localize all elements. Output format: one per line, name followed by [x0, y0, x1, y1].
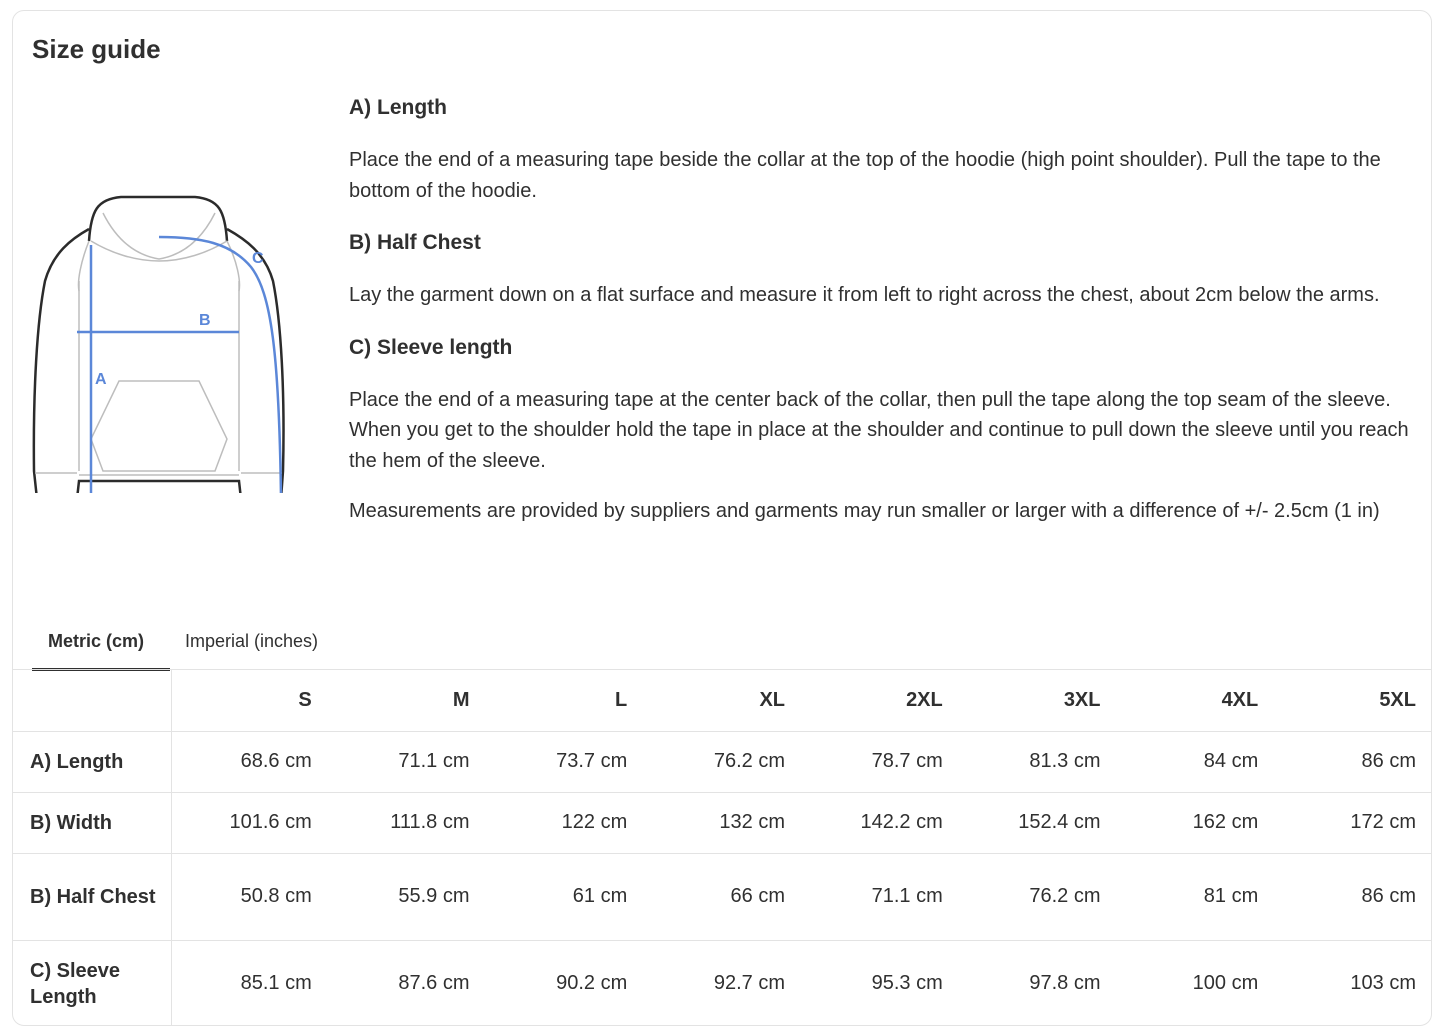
size-header-4xl: 4XL	[1118, 670, 1276, 731]
table-cell: 85.1 cm	[240, 972, 312, 995]
table-cell: 86 cm	[1275, 731, 1432, 792]
table-cell: 122 cm	[487, 792, 645, 853]
page-title: Size guide	[32, 34, 161, 64]
size-header-l: L	[487, 670, 645, 731]
table-row	[13, 940, 1432, 1026]
table-cell: 66 cm	[644, 853, 802, 940]
table-cell: 68.6 cm	[171, 731, 329, 792]
section-text-sleeve: Place the end of a measuring tape at the center back of the collar, then pull the tape along the top seam of the sleeve. When you get to the shoulder hold the tape in place at the shoulder and continue to pull down the sleeve until you reach the hem of the sleeve.	[349, 388, 1409, 472]
table-row	[13, 853, 1432, 940]
size-header-2xl: 2XL	[802, 670, 960, 731]
tab-imperial[interactable]: Imperial (inches)	[185, 631, 319, 651]
table-cell: 172 cm	[1275, 792, 1432, 853]
hoodie-hood	[89, 197, 227, 241]
table-cell: 71.1 cm	[329, 731, 487, 792]
size-header-s: S	[171, 670, 329, 731]
hoodie-outline	[34, 229, 284, 493]
row-label: C) Sleeve Length	[13, 940, 171, 1026]
table-cell: 61 cm	[487, 853, 645, 940]
table-row	[13, 731, 1432, 792]
hoodie-pocket	[91, 381, 227, 471]
table-cell: 73.7 cm	[487, 731, 645, 792]
size-header-3xl: 3XL	[960, 670, 1118, 731]
size-table-container	[13, 669, 1432, 1026]
table-cell: 101.6 cm	[171, 792, 329, 853]
table-cell: 162 cm	[1118, 792, 1276, 853]
table-cell: 142.2 cm	[802, 792, 960, 853]
table-cell: 50.8 cm	[171, 853, 329, 940]
table-cell: 152.4 cm	[960, 792, 1118, 853]
hoodie-diagram	[31, 181, 286, 493]
measure-line-c	[159, 237, 281, 493]
table-cell: 95.3 cm	[871, 972, 943, 995]
section-heading-sleeve: C) Sleeve length	[349, 335, 513, 359]
size-header-m: M	[329, 670, 487, 731]
row-label: B) Width	[13, 792, 171, 853]
table-cell: 78.7 cm	[802, 731, 960, 792]
table-cell: 84 cm	[1118, 731, 1276, 792]
table-header-row	[13, 670, 1432, 731]
table-cell: 132 cm	[644, 792, 802, 853]
measurement-note: Measurements are provided by suppliers and garments may run smaller or larger with a difference of +/- 2.5cm (1 in)	[349, 500, 1380, 522]
table-cell: 92.7 cm	[713, 972, 785, 995]
table-cell: 103 cm	[1350, 972, 1416, 995]
table-cell: 111.8 cm	[329, 792, 487, 853]
table-cell: 90.2 cm	[556, 972, 628, 995]
table-cell: 76.2 cm	[644, 731, 802, 792]
table-cell: 76.2 cm	[960, 853, 1118, 940]
measurement-instructions	[349, 95, 1419, 527]
table-row	[13, 792, 1432, 853]
table-cell: 87.6 cm	[398, 972, 470, 995]
section-text-half-chest: Lay the garment down on a flat surface and measure it from left to right across the chest, about 2cm below the arms.	[349, 284, 1380, 306]
size-header-xl: XL	[644, 670, 802, 731]
tab-metric[interactable]: Metric (cm)	[32, 623, 170, 671]
table-cell: 81.3 cm	[960, 731, 1118, 792]
row-label: A) Length	[13, 731, 171, 792]
label-b: B	[199, 312, 211, 329]
table-cell: 86 cm	[1275, 853, 1432, 940]
label-c: C	[252, 250, 264, 267]
table-cell: 100 cm	[1192, 972, 1259, 995]
label-a: A	[95, 371, 107, 388]
section-text-length: Place the end of a measuring tape beside the collar at the top of the hoodie (high point shoulder). Pull the tape to the bottom of the hoodie.	[349, 149, 1381, 202]
section-heading-length: A) Length	[349, 96, 447, 119]
size-guide-card	[12, 10, 1432, 1026]
table-cell: 97.8 cm	[1029, 972, 1101, 995]
unit-tabs	[32, 623, 334, 671]
table-corner-cell	[13, 670, 171, 731]
size-table	[13, 670, 1432, 1026]
table-cell: 71.1 cm	[802, 853, 960, 940]
size-header-5xl: 5XL	[1275, 670, 1432, 731]
section-heading-half-chest: B) Half Chest	[349, 231, 481, 254]
table-cell: 81 cm	[1118, 853, 1276, 940]
row-label: B) Half Chest	[13, 853, 171, 940]
table-cell: 55.9 cm	[329, 853, 487, 940]
